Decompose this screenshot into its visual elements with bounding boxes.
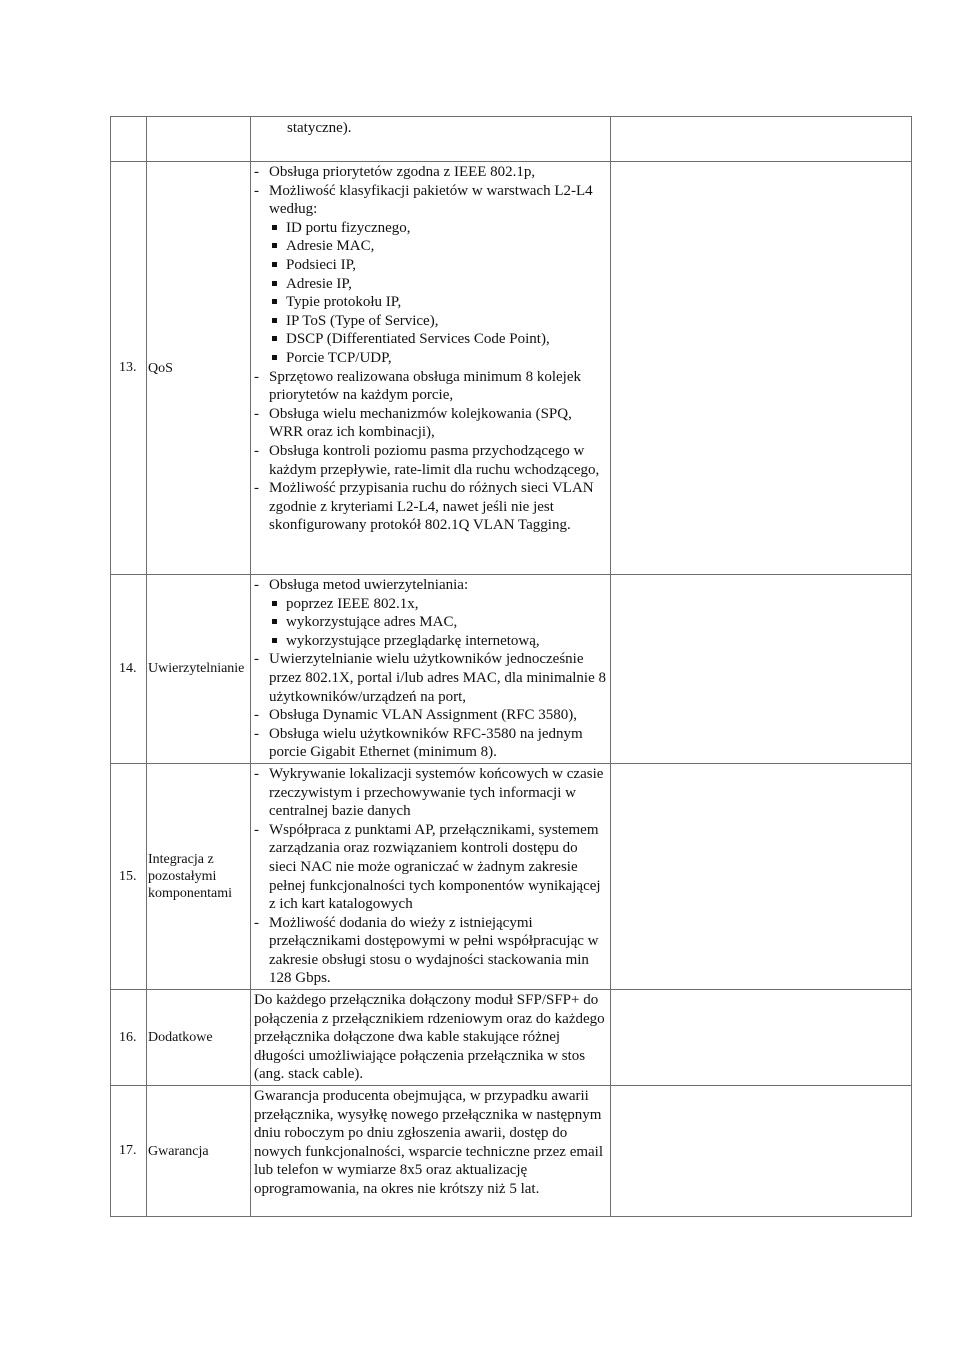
square-bullet-icon bbox=[272, 312, 286, 331]
row-description bbox=[251, 117, 611, 162]
bullet-item: IP ToS (Type of Service), bbox=[254, 312, 608, 331]
table-row bbox=[111, 117, 912, 162]
row-number: 16. bbox=[111, 990, 147, 1086]
bullet-item: Typie protokołu IP, bbox=[254, 293, 608, 312]
row-number: 15. bbox=[111, 763, 147, 989]
square-bullet-icon bbox=[272, 632, 286, 651]
bullet-item: Adresie MAC, bbox=[254, 237, 608, 256]
empty-cell bbox=[611, 763, 912, 989]
table-row bbox=[111, 162, 912, 575]
list-item: - Obsługa Dynamic VLAN Assignment (RFC 3580), bbox=[254, 707, 578, 724]
row-name: Uwierzytelnianie bbox=[147, 575, 251, 764]
row-number: 14. bbox=[111, 575, 147, 764]
row-description bbox=[251, 763, 611, 989]
square-bullet-icon bbox=[272, 219, 286, 238]
bullet-item: Adresie IP, bbox=[254, 275, 608, 294]
list-item: - Współpraca z punktami AP, przełącznikami, systemem zarządzania oraz rozwiązaniem kontroli dostępu do sieci NAC nie może ograniczać w żadnym zakresie pełnej funkcjonalności tych komponentów wynikającej z ich kart katalogowych bbox=[254, 821, 601, 913]
square-bullet-icon bbox=[272, 293, 286, 312]
square-bullet-icon bbox=[272, 237, 286, 256]
square-bullet-icon bbox=[272, 595, 286, 614]
empty-cell bbox=[611, 1086, 912, 1217]
list-item: - Obsługa metod uwierzytelniania: bbox=[254, 577, 469, 593]
list-item: - Możliwość klasyfikacji pakietów w warstwach L2-L4 według: bbox=[254, 182, 593, 218]
empty-cell bbox=[611, 162, 912, 575]
square-bullet-icon bbox=[272, 349, 286, 368]
row-number: 13. bbox=[111, 162, 147, 575]
empty-cell bbox=[611, 990, 912, 1086]
description-text: Gwarancja producenta obejmująca, w przypadku awarii przełącznika, wysyłkę nowego przełącznika w następnym dniu roboczym po dniu zgłoszenia awarii, dostęp do nowych funkcjonalności, wsparcie techniczne przez email lub telefon w wymiarze 8x5 oraz aktualizację oprogramowania, na okres nie krótszy niż 5 lat. bbox=[254, 1088, 604, 1197]
bullet-item: Porcie TCP/UDP, bbox=[254, 349, 608, 368]
bullet-item: wykorzystujące adres MAC, bbox=[254, 613, 608, 632]
row-number: 17. bbox=[111, 1086, 147, 1217]
spec-table bbox=[110, 116, 912, 1217]
square-bullet-icon bbox=[272, 275, 286, 294]
list-item: - Obsługa wielu mechanizmów kolejkowania (SPQ, WRR oraz ich kombinacji), bbox=[254, 405, 572, 441]
list-item: - Uwierzytelnianie wielu użytkowników jednocześnie przez 802.1X, portal i/lub adres MAC, dla minimalnie 8 użytkowników/urządzeń na port, bbox=[254, 651, 607, 705]
empty-cell bbox=[611, 117, 912, 162]
bullet-item: poprzez IEEE 802.1x, bbox=[254, 595, 608, 614]
continuation-text: statyczne). bbox=[287, 120, 352, 136]
table-row bbox=[111, 1086, 912, 1217]
list-item: - Obsługa kontroli poziomu pasma przychodzącego w każdym przepływie, rate-limit dla ruchu wchodzącego, bbox=[254, 442, 600, 478]
bullet-item: wykorzystujące przeglądarkę internetową, bbox=[254, 632, 608, 651]
row-name: Gwarancja bbox=[147, 1086, 251, 1217]
square-bullet-icon bbox=[272, 256, 286, 275]
row-number bbox=[111, 117, 147, 162]
bullet-item: ID portu fizycznego, bbox=[254, 219, 608, 238]
list-item: - Obsługa priorytetów zgodna z IEEE 802.1p, bbox=[254, 164, 536, 180]
list-item: - Możliwość dodania do wieży z istniejącymi przełącznikami dostępowymi w pełni współpracując w zakresie obsługi stosu o wydajności stackowania min 128 Gbps. bbox=[254, 914, 599, 987]
list-item: - Możliwość przypisania ruchu do różnych sieci VLAN zgodnie z kryteriami L2-L4, nawet jeśli nie jest skonfigurowany protokół 802.1Q VLAN Tagging. bbox=[254, 480, 594, 534]
bullet-item: Podsieci IP, bbox=[254, 256, 608, 275]
empty-cell bbox=[611, 575, 912, 764]
table-row bbox=[111, 990, 912, 1086]
bullet-item: DSCP (Differentiated Services Code Point), bbox=[254, 330, 608, 349]
table-row bbox=[111, 763, 912, 989]
table-row bbox=[111, 575, 912, 764]
description-text: Do każdego przełącznika dołączony moduł SFP/SFP+ do połączenia z przełącznikiem rdzeniowym oraz do każdego przełącznika dołączone dwa kable stakujące różnej długości umożliwiające połączenia przełącznika w stos (ang. stack cable). bbox=[254, 992, 605, 1083]
row-description bbox=[251, 162, 611, 575]
square-bullet-icon bbox=[272, 613, 286, 632]
row-description bbox=[251, 1086, 611, 1217]
square-bullet-icon bbox=[272, 330, 286, 349]
list-item: - Obsługa wielu użytkowników RFC-3580 na jednym porcie Gigabit Ethernet (minimum 8). bbox=[254, 725, 583, 761]
row-name: Integracja z pozostałymi komponentami bbox=[147, 763, 251, 989]
row-description bbox=[251, 575, 611, 764]
list-item: - Wykrywanie lokalizacji systemów końcowych w czasie rzeczywistym i przechowywanie tych informacji w centralnej bazie danych bbox=[254, 765, 604, 820]
row-name bbox=[147, 117, 251, 162]
list-item: - Sprzętowo realizowana obsługa minimum 8 kolejek priorytetów na każdym porcie, bbox=[254, 368, 582, 404]
row-description bbox=[251, 990, 611, 1086]
row-name: Dodatkowe bbox=[147, 990, 251, 1086]
row-name: QoS bbox=[147, 162, 251, 575]
